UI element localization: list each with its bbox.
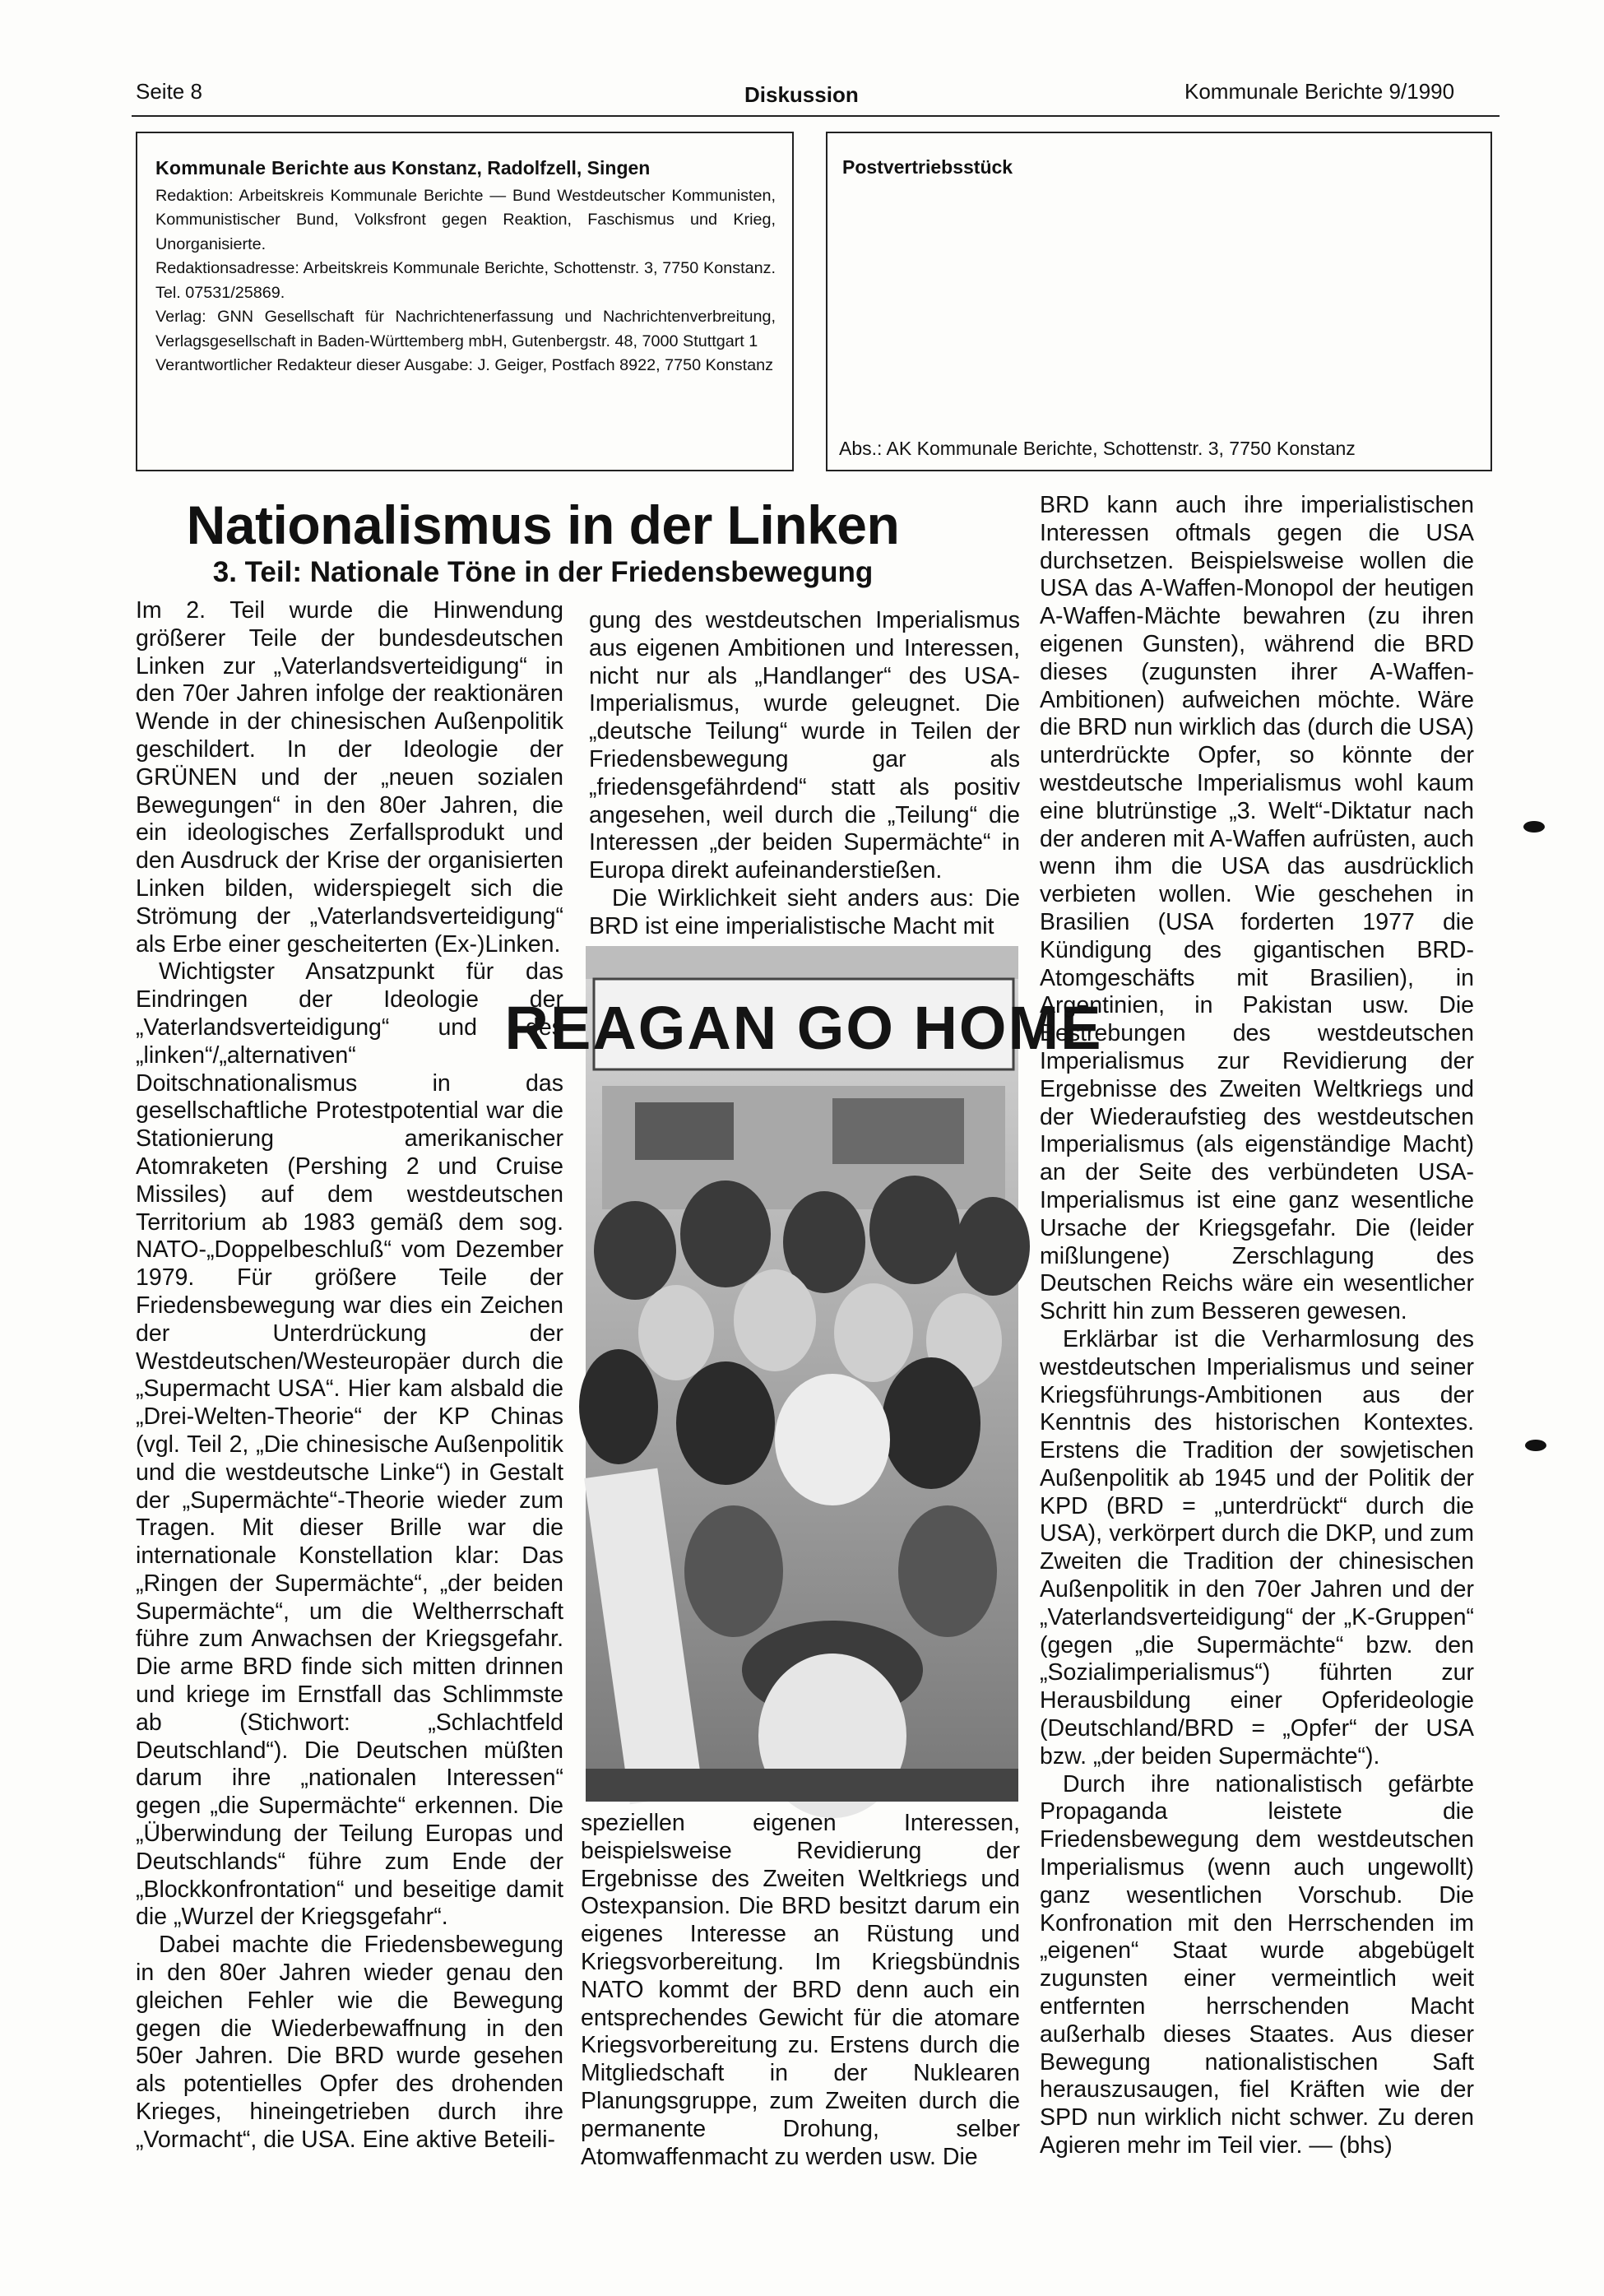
imprint-publisher: Verlag: GNN Gesellschaft für Nachrichtenerfassung und Nachrichtenverbreitung, Verlagsgesellschaft in Baden-Württemberg mbH, Gutenbergstr. 48, 7000 Stuttgart 1 bbox=[155, 308, 776, 350]
paragraph: Dabei machte die Friedensbewegung in den 80er Jahren wieder genau den gleichen Fehler wie die Bewegung gegen die Wiederbewaffnung in den 50er Jahren. Die BRD wurde gesehen als potentielles Opfer des drohenden Krieges, hineingetrieben durch ihre „Vormacht“, die USA. Eine aktive Beteili- bbox=[136, 1932, 563, 2153]
imprint-box bbox=[136, 132, 794, 471]
punch-mark bbox=[1525, 1440, 1546, 1451]
imprint-address: Redaktionsadresse: Arbeitskreis Kommunale Berichte, Schottenstr. 3, 7750 Konstanz. Tel. 07531/25869. bbox=[155, 259, 776, 302]
paragraph: BRD kann auch ihre imperialistischen Interessen oftmals gegen die USA durchsetzen. Beispielsweise wollen die USA das A-Waffen-Monopol der heutigen A-Waffen-Mächte bewahren (zu ihren eigenen Gunsten), während die BRD dieses (zugunsten ihrer A-Waffen-Ambitionen) aufweichen möchte. Wäre die BRD nun wirklich das (durch die USA) unterdrückte Opfer, so könnte der westdeutsche Imperialismus wohl kaum eine blutrünstige „3. Welt“-Diktatur nach der anderen mit A-Waffen aufrüsten, auch wenn ihm die USA das ausdrücklich verbieten wollen. Wie geschehen in Brasilien (USA forderten 1977 die Kündigung des gigantischen BRD-Atomgeschäfts mit Brasilien), in Argentinien, in Pakistan usw. Die Bestrebungen des westdeutschen Imperialismus zur Revidierung der Ergebnisse des Zweiten Weltkriegs und der Wiederaufstieg des westdeutschen Imperialismus (als eigenständige Macht) an der Seite des verbündeten USA-Imperialismus ist eine ganz wesentliche Ursache der Kriegsgefahr. Die (leider mißlungene) Zerschlagung des Deutschen Reichs wäre ein wesentlicher Schritt hin zum Besseren gewesen. bbox=[1040, 492, 1474, 1325]
article-column-1 bbox=[136, 597, 563, 2155]
paragraph: gung des westdeutschen Imperialismus aus eigenen Ambitionen und Interessen, nicht nur als „Handlanger“ des USA-Imperialismus, wurde geleugnet. Die „deutsche Teilung“ wurde in Teilen der Friedensbewegung gar als „friedensgefährdend“ statt als positiv angesehen, weil durch die „Teilung“ die Interessen „der beiden Supermächte“ in Europa direkt aufeinanderstießen. bbox=[589, 607, 1020, 884]
imprint-redaktion: Redaktion: Arbeitskreis Kommunale Berichte — Bund Westdeutscher Kommunisten, Kommunistischer Bund, Volksfront gegen Reaktion, Faschismus und Krieg, Unorganisierte. bbox=[155, 186, 776, 253]
paragraph: Erklärbar ist die Verharmlosung des westdeutschen Imperialismus und seiner Kriegsführungs-Ambitionen aus der Kenntnis des historischen Kontextes. Erstens die Tradition der sowjetischen Außenpolitik ab 1945 und der Politik der KPD (BRD = „unterdrückt“ durch die USA), verkörpert durch die DKP, und zum Zweiten die Tradition der chinesischen Außenpolitik in den 70er Jahren und der „Vaterlandsverteidigung“ der „K-Gruppen“ (gegen „die Supermächte“ bzw. den „Sozialimperialismus“) führten zur Herausbildung einer Opferideologie (Deutschland/BRD = „Opfer“ der USA bzw. „der beiden Supermächte“). bbox=[1040, 1325, 1474, 1770]
postal-box bbox=[826, 132, 1492, 471]
imprint-editor: Verantwortlicher Redakteur dieser Ausgabe: J. Geiger, Postfach 8922, 7750 Konstanz bbox=[155, 356, 774, 374]
article-column-3 bbox=[1040, 492, 1474, 2160]
paragraph: Durch ihre nationalistisch gefärbte Propaganda leistete die Friedensbewegung dem westdeutschen Imperialismus (wenn auch ungewollt) ganz wesentlichen Vorschub. Die Konfronation mit den Herrschenden im „eigenen“ Staat wurde abgebügelt zugunsten einer vermeintlich weit entfernten herrschenden Macht außerhalb dieses Staates. Aus dieser Bewegung nationalistischen Saft herauszusaugen, fiel Kräften wie der SPD nun wirklich nicht schwer. Zu deren Agieren mehr im Teil vier. — (bhs) bbox=[1040, 1770, 1474, 2159]
protest-photo bbox=[504, 946, 1103, 1802]
protest-photo-graphic bbox=[504, 946, 1103, 1802]
paragraph: Im 2. Teil wurde die Hinwendung größerer Teile der bundesdeutschen Linken zur „Vaterlandsverteidigung“ in den 70er Jahren infolge der reaktionären Wende in der chinesischen Außenpolitik geschildert. In der Ideologie der GRÜNEN und der „neuen sozialen Bewegungen“ in den 80er Jahren, die ein ideologisches Zerfallsprodukt und den Ausdruck der Krise der organisierten Linken bilden, widerspiegelt sich die Strömung der „Vaterlandsverteidigung“ als Erbe einer gescheiterten (Ex-)Linken. bbox=[136, 597, 563, 958]
article-column-2-top bbox=[589, 607, 1020, 941]
paragraph: Die Wirklichkeit sieht anders aus: Die BRD ist eine imperialistische Macht mit bbox=[589, 884, 1020, 939]
page-number: Seite 8 bbox=[136, 79, 202, 104]
article-column-2-bottom bbox=[581, 1810, 1020, 2171]
header-rule bbox=[132, 115, 1500, 117]
article-subtitle: 3. Teil: Nationale Töne in der Friedensbewegung bbox=[212, 556, 874, 588]
imprint-brand: Kommunale Berichte bbox=[155, 157, 350, 179]
paragraph: Wichtigster Ansatzpunkt für das Eindringen der Ideologie der „Vaterlandsverteidigung“ und des „linken“/„alternativen“ Doitschnationalismus in das gesellschaftliche Protestpotential war die Stationierung amerikanischer Atomraketen (Pershing 2 und Cruise Missiles) auf dem westdeutschen Territorium ab 1983 gemäß dem sog. NATO-„Doppelbeschluß“ vom Dezember 1979. Für größere Teile der Friedensbewegung war dies ein Zeichen der Unterdrückung der Westdeutschen/Westeuropäer durch die „Supermacht USA“. Hier kam alsbald die „Drei-Welten-Theorie“ der KP Chinas (vgl. Teil 2, „Die chinesische Außenpolitik und die westdeutsche Linke“) in Gestalt der „Supermächte“-Theorie wieder zum Tragen. Mit dieser Brille war die internationale Konstellation klar: Das „Ringen der Supermächte“, „der beiden Supermächte“, um die Weltherrschaft führe zum Anwachsen der Kriegsgefahr. Die arme BRD finde sich mitten drinnen und kriege im Ernstfall das Schlimmste ab (Stichwort: „Schlachtfeld Deutschland“). Die Deutschen müßten darum ihre „nationalen Interessen“ gegen „die Supermächte“ erkennen. Die „Überwindung der Teilung Europas und Deutschlands“ führe zum Ende der „Blockkonfrontation“ und beseitige damit die „Wurzel der Kriegsgefahr“. bbox=[136, 958, 563, 1931]
postal-sender: Abs.: AK Kommunale Berichte, Schottenstr. 3, 7750 Konstanz bbox=[839, 438, 1356, 459]
punch-mark bbox=[1523, 821, 1545, 833]
postal-label: Postvertriebsstück bbox=[842, 156, 1013, 178]
imprint-brand-rest: aus Konstanz, Radolfzell, Singen bbox=[353, 157, 651, 179]
issue-label: Kommunale Berichte 9/1990 bbox=[1184, 79, 1455, 104]
section-label: Diskussion bbox=[744, 82, 859, 107]
article-title: Nationalismus in der Linken bbox=[186, 494, 900, 555]
banner-text: REAGAN GO HOME bbox=[504, 994, 1103, 1062]
paragraph: speziellen eigenen Interessen, beispielsweise Revidierung der Ergebnisse des Zweiten Weltkriegs und Ostexpansion. Die BRD besitzt darum ein eigenes Interesse an Rüstung und Kriegsvorbereitung. Im Kriegsbündnis NATO kommt der BRD denn auch ein entsprechendes Gewicht für die atomare Kriegsvorbereitung zu. Erstens durch die Mitgliedschaft in der Nuklearen Planungsgruppe, zum Zweiten durch die permanente Drohung, selber Atomwaffenmacht zu werden usw. Die bbox=[581, 1810, 1020, 2170]
